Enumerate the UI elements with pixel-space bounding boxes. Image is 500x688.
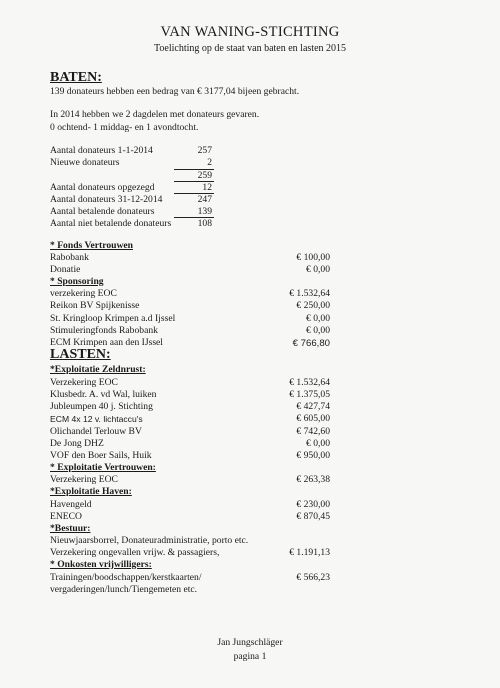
ledger-label: Reikon BV Spijkenisse [50, 300, 140, 311]
ledger-amount: € 0,00 [306, 264, 330, 275]
sponsoring-heading: * Sponsoring [50, 276, 104, 287]
ledger-label: Verzekering EOC [50, 377, 118, 388]
ledger-label: ECM Krimpen aan den IJssel [50, 337, 163, 348]
ledger-amount: € 250,00 [296, 300, 330, 311]
ledger-amount: € 263,38 [296, 474, 330, 485]
count-value: 259 [197, 170, 212, 181]
document-title: VAN WANING-STICHTING [160, 24, 340, 40]
count-value: 247 [197, 194, 212, 205]
count-label: Aantal donateurs 1-1-2014 [50, 145, 153, 156]
ledger-amount: € 230,00 [296, 499, 330, 510]
count-label: Aantal niet betalende donateurs [50, 218, 172, 229]
count-value: 108 [197, 218, 212, 229]
ledger-amount: € 0,00 [306, 438, 330, 449]
count-label: Aantal betalende donateurs [50, 206, 155, 217]
count-value: 139 [197, 206, 212, 217]
ledger-label: Verzekering EOC [50, 474, 118, 485]
count-label: Aantal donateurs opgezegd [50, 182, 155, 193]
count-value: 12 [202, 182, 212, 193]
ledger-amount: € 0,00 [306, 325, 330, 336]
haven-heading: *Exploitatie Haven: [50, 486, 132, 497]
baten-intro: 139 donateurs hebben een bedrag van € 3177,04 bijeen gebracht. [50, 86, 300, 97]
ledger-label: Olichandel Terlouw BV [50, 426, 142, 437]
ledger-amount: € 605,00 [296, 413, 330, 424]
ledger-label: Klusbedr. A. vd Wal, luiken [50, 389, 157, 400]
ledger-amount: € 0,00 [306, 313, 330, 324]
count-value: 257 [197, 145, 212, 156]
ledger-amount: € 1.191,13 [289, 547, 330, 558]
vertrouwen-heading: * Exploitatie Vertrouwen: [50, 462, 156, 473]
count-value: 2 [207, 157, 212, 168]
ledger-label: ECM 4x 12 v. lichtaccu's [50, 414, 143, 424]
onkosten-line1: Trainingen/boodschappen/kerstkaarten/ [50, 572, 202, 583]
count-label: Aantal donateurs 31-12-2014 [50, 194, 163, 205]
bestuur-line2: Verzekering ongevallen vrijw. & passagiers, [50, 547, 220, 558]
ledger-label: St. Kringloop Krimpen a.d Ijssel [50, 313, 176, 324]
ledger-amount: € 870,45 [296, 511, 330, 522]
ledger-amount: € 950,00 [296, 450, 330, 461]
ledger-amount: € 427,74 [296, 401, 330, 412]
onkosten-heading: * Onkosten vrijwilligers: [50, 559, 152, 570]
ledger-amount: € 1.375,05 [289, 389, 330, 400]
ledger-label: ENECO [50, 511, 82, 522]
ledger-amount: € 766,80 [292, 338, 330, 349]
bestuur-line1: Nieuwjaarsborrel, Donateuradministratie, porto etc. [50, 535, 249, 546]
ledger-label: Stimuleringfonds Rabobank [50, 325, 158, 336]
document-subtitle: Toelichting op de staat van baten en lasten 2015 [153, 43, 347, 54]
ledger-amount: € 1.532,64 [289, 377, 330, 388]
ledger-label: Jubleumpen 40 j. Stichting [50, 401, 153, 412]
ledger-amount: € 566,23 [296, 572, 330, 583]
ledger-amount: € 100,00 [296, 252, 330, 263]
ledger-label: De Jong DHZ [50, 438, 104, 449]
ledger-amount: € 742,60 [296, 426, 330, 437]
footer-page-number: pagina 1 [233, 651, 267, 662]
bestuur-heading: *Bestuur: [50, 523, 91, 534]
footer-author: Jan Jungschläger [217, 637, 283, 648]
ledger-amount: € 1.532,64 [289, 288, 330, 299]
lasten-heading: LASTEN: [50, 347, 111, 362]
baten-heading: BATEN: [50, 70, 102, 85]
baten-para2-line1: In 2014 hebben we 2 dagdelen met donateurs gevaren. [50, 109, 260, 120]
baten-para2-line2: 0 ochtend- 1 middag- en 1 avondtocht. [50, 122, 199, 133]
count-label: Nieuwe donateurs [50, 157, 120, 168]
fonds-heading: * Fonds Vertrouwen [50, 240, 133, 251]
ledger-label: Havengeld [50, 499, 92, 510]
ledger-label: Rabobank [50, 252, 89, 263]
ledger-label: VOF den Boer Sails, Huik [50, 450, 152, 461]
ledger-label: Donatie [50, 264, 81, 275]
zeldnrust-heading: *Exploitatie Zeldnrust: [50, 364, 146, 375]
ledger-label: verzekering EOC [50, 288, 117, 299]
onkosten-line2: vergaderingen/lunch/Tiengemeten etc. [50, 584, 198, 595]
